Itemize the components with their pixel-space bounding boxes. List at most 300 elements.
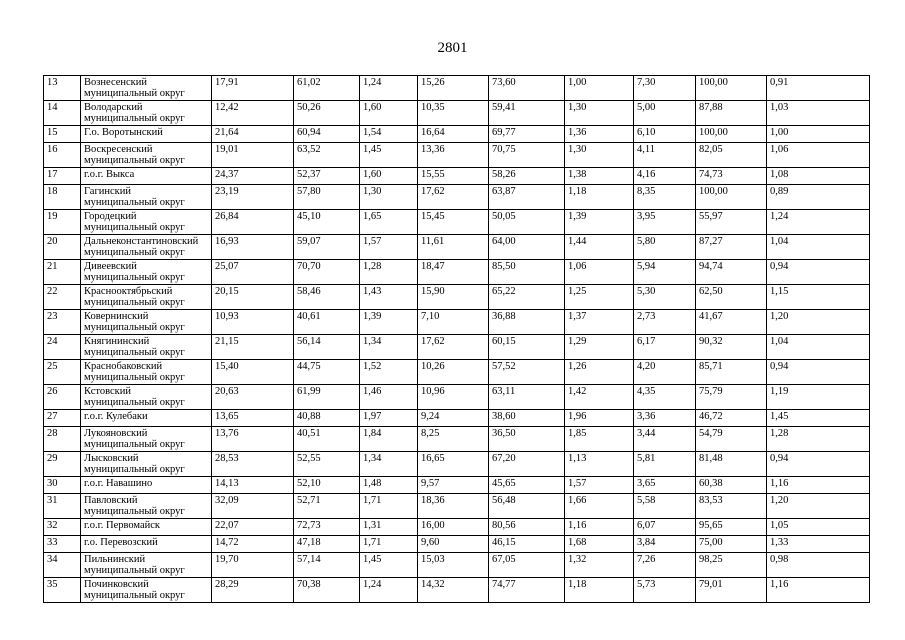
value-cell: 63,87	[489, 185, 565, 210]
value-cell: 50,05	[489, 210, 565, 235]
value-cell: 4,16	[634, 168, 696, 185]
value-cell: 1,44	[565, 235, 634, 260]
value-cell: 1,20	[767, 494, 870, 519]
value-cell: 56,48	[489, 494, 565, 519]
district-name-line: г.о.г. Первомайск	[84, 520, 161, 531]
row-number-cell: 17	[44, 168, 81, 185]
district-name-line: муниципальный округ	[84, 439, 185, 450]
value-cell: 60,15	[489, 335, 565, 360]
row-number-cell: 19	[44, 210, 81, 235]
table-row	[44, 126, 870, 143]
table-row	[44, 285, 870, 310]
district-name-cell	[81, 126, 212, 143]
value-cell: 58,46	[294, 285, 360, 310]
district-name-line: муниципальный округ	[84, 464, 185, 475]
value-cell: 24,37	[212, 168, 294, 185]
value-cell: 1,08	[767, 168, 870, 185]
value-cell: 1,25	[565, 285, 634, 310]
value-cell: 5,94	[634, 260, 696, 285]
value-cell: 46,72	[696, 410, 767, 427]
value-cell: 15,03	[418, 553, 489, 578]
value-cell: 100,00	[696, 126, 767, 143]
value-cell: 7,30	[634, 76, 696, 101]
value-cell: 67,20	[489, 452, 565, 477]
value-cell: 90,32	[696, 335, 767, 360]
district-name-line: Г.о. Воротынский	[84, 127, 163, 138]
district-name-line: муниципальный округ	[84, 347, 185, 358]
value-cell: 16,93	[212, 235, 294, 260]
district-name-line: Воскресенский	[84, 144, 153, 155]
table-row	[44, 477, 870, 494]
row-number-cell: 33	[44, 536, 81, 553]
value-cell: 52,37	[294, 168, 360, 185]
row-number-cell: 13	[44, 76, 81, 101]
district-name-line: муниципальный округ	[84, 197, 185, 208]
value-cell: 5,00	[634, 101, 696, 126]
row-number-cell: 31	[44, 494, 81, 519]
district-name-line: Пильнинский	[84, 554, 146, 565]
table-row	[44, 494, 870, 519]
value-cell: 67,05	[489, 553, 565, 578]
value-cell: 1,39	[565, 210, 634, 235]
row-number-cell: 16	[44, 143, 81, 168]
value-cell: 57,52	[489, 360, 565, 385]
value-cell: 1,13	[565, 452, 634, 477]
district-name-line: муниципальный округ	[84, 88, 185, 99]
district-name-line: муниципальный округ	[84, 506, 185, 517]
value-cell: 1,06	[565, 260, 634, 285]
value-cell: 1,36	[565, 126, 634, 143]
district-name-line: Володарский	[84, 102, 143, 113]
value-cell: 75,00	[696, 536, 767, 553]
value-cell: 1,85	[565, 427, 634, 452]
value-cell: 17,62	[418, 335, 489, 360]
value-cell: 5,30	[634, 285, 696, 310]
value-cell: 1,30	[565, 143, 634, 168]
row-number-cell: 28	[44, 427, 81, 452]
value-cell: 0,98	[767, 553, 870, 578]
value-cell: 0,94	[767, 260, 870, 285]
value-cell: 16,64	[418, 126, 489, 143]
value-cell: 1,28	[767, 427, 870, 452]
value-cell: 1,15	[767, 285, 870, 310]
value-cell: 8,35	[634, 185, 696, 210]
district-name-cell	[81, 143, 212, 168]
district-name-line: г.о. Перевозский	[84, 537, 158, 548]
value-cell: 14,13	[212, 477, 294, 494]
value-cell: 1,65	[360, 210, 418, 235]
value-cell: 40,61	[294, 310, 360, 335]
value-cell: 63,11	[489, 385, 565, 410]
value-cell: 13,36	[418, 143, 489, 168]
district-name-cell	[81, 410, 212, 427]
value-cell: 98,25	[696, 553, 767, 578]
value-cell: 10,93	[212, 310, 294, 335]
value-cell: 1,06	[767, 143, 870, 168]
value-cell: 1,96	[565, 410, 634, 427]
value-cell: 81,48	[696, 452, 767, 477]
value-cell: 1,52	[360, 360, 418, 385]
value-cell: 65,22	[489, 285, 565, 310]
district-name-cell	[81, 185, 212, 210]
value-cell: 0,94	[767, 452, 870, 477]
value-cell: 1,24	[360, 578, 418, 603]
district-name-cell	[81, 427, 212, 452]
value-cell: 100,00	[696, 76, 767, 101]
district-name-line: муниципальный округ	[84, 222, 185, 233]
district-name-line: Дивеевский	[84, 261, 137, 272]
value-cell: 55,97	[696, 210, 767, 235]
district-name-cell	[81, 168, 212, 185]
value-cell: 2,73	[634, 310, 696, 335]
value-cell: 1,26	[565, 360, 634, 385]
table-row	[44, 360, 870, 385]
value-cell: 9,60	[418, 536, 489, 553]
row-number-cell: 32	[44, 519, 81, 536]
row-number-cell: 26	[44, 385, 81, 410]
value-cell: 69,77	[489, 126, 565, 143]
value-cell: 1,04	[767, 335, 870, 360]
value-cell: 82,05	[696, 143, 767, 168]
district-name-cell	[81, 285, 212, 310]
value-cell: 46,15	[489, 536, 565, 553]
value-cell: 17,91	[212, 76, 294, 101]
value-cell: 87,88	[696, 101, 767, 126]
table-row	[44, 168, 870, 185]
district-name-cell	[81, 519, 212, 536]
table-row	[44, 185, 870, 210]
value-cell: 4,35	[634, 385, 696, 410]
value-cell: 100,00	[696, 185, 767, 210]
district-name-line: Кстовский	[84, 386, 131, 397]
value-cell: 72,73	[294, 519, 360, 536]
district-name-line: муниципальный округ	[84, 247, 185, 258]
district-name-cell	[81, 260, 212, 285]
value-cell: 57,80	[294, 185, 360, 210]
value-cell: 15,55	[418, 168, 489, 185]
value-cell: 3,36	[634, 410, 696, 427]
value-cell: 74,73	[696, 168, 767, 185]
row-number-cell: 30	[44, 477, 81, 494]
district-name-cell	[81, 210, 212, 235]
value-cell: 1,16	[767, 477, 870, 494]
value-cell: 11,61	[418, 235, 489, 260]
value-cell: 40,51	[294, 427, 360, 452]
table-row	[44, 235, 870, 260]
district-name-cell	[81, 335, 212, 360]
district-name-line: Краснобаковский	[84, 361, 163, 372]
value-cell: 9,24	[418, 410, 489, 427]
value-cell: 0,94	[767, 360, 870, 385]
value-cell: 10,35	[418, 101, 489, 126]
value-cell: 70,75	[489, 143, 565, 168]
value-cell: 1,16	[565, 519, 634, 536]
value-cell: 45,10	[294, 210, 360, 235]
value-cell: 1,37	[565, 310, 634, 335]
value-cell: 20,63	[212, 385, 294, 410]
value-cell: 1,71	[360, 536, 418, 553]
row-number-cell: 35	[44, 578, 81, 603]
value-cell: 14,32	[418, 578, 489, 603]
table-row	[44, 260, 870, 285]
value-cell: 59,07	[294, 235, 360, 260]
statistics-table	[43, 75, 870, 603]
value-cell: 18,36	[418, 494, 489, 519]
district-name-line: Гагинский	[84, 186, 132, 197]
value-cell: 1,24	[767, 210, 870, 235]
value-cell: 1,32	[565, 553, 634, 578]
value-cell: 1,04	[767, 235, 870, 260]
value-cell: 1,42	[565, 385, 634, 410]
value-cell: 0,89	[767, 185, 870, 210]
district-name-line: муниципальный округ	[84, 113, 185, 124]
district-name-line: Павловский	[84, 495, 138, 506]
value-cell: 8,25	[418, 427, 489, 452]
table-row	[44, 101, 870, 126]
value-cell: 64,00	[489, 235, 565, 260]
district-name-cell	[81, 76, 212, 101]
value-cell: 15,90	[418, 285, 489, 310]
table-row	[44, 335, 870, 360]
value-cell: 56,14	[294, 335, 360, 360]
value-cell: 25,07	[212, 260, 294, 285]
value-cell: 28,29	[212, 578, 294, 603]
value-cell: 14,72	[212, 536, 294, 553]
value-cell: 79,01	[696, 578, 767, 603]
value-cell: 36,88	[489, 310, 565, 335]
district-name-cell	[81, 452, 212, 477]
table-row	[44, 553, 870, 578]
district-name-line: Лукояновский	[84, 428, 148, 439]
value-cell: 1,18	[565, 185, 634, 210]
row-number-cell: 34	[44, 553, 81, 578]
value-cell: 5,80	[634, 235, 696, 260]
page-number: 2801	[437, 40, 468, 56]
value-cell: 10,26	[418, 360, 489, 385]
value-cell: 57,14	[294, 553, 360, 578]
value-cell: 5,81	[634, 452, 696, 477]
district-name-cell	[81, 477, 212, 494]
row-number-cell: 22	[44, 285, 81, 310]
district-name-line: Починковский	[84, 579, 149, 590]
value-cell: 15,45	[418, 210, 489, 235]
value-cell: 5,73	[634, 578, 696, 603]
value-cell: 36,50	[489, 427, 565, 452]
value-cell: 7,26	[634, 553, 696, 578]
table-row	[44, 143, 870, 168]
value-cell: 50,26	[294, 101, 360, 126]
value-cell: 5,58	[634, 494, 696, 519]
row-number-cell: 23	[44, 310, 81, 335]
value-cell: 1,60	[360, 168, 418, 185]
value-cell: 45,65	[489, 477, 565, 494]
value-cell: 28,53	[212, 452, 294, 477]
value-cell: 75,79	[696, 385, 767, 410]
table-row	[44, 519, 870, 536]
district-name-cell	[81, 578, 212, 603]
value-cell: 80,56	[489, 519, 565, 536]
value-cell: 1,18	[565, 578, 634, 603]
value-cell: 61,99	[294, 385, 360, 410]
value-cell: 60,38	[696, 477, 767, 494]
value-cell: 41,67	[696, 310, 767, 335]
value-cell: 70,70	[294, 260, 360, 285]
value-cell: 1,84	[360, 427, 418, 452]
value-cell: 44,75	[294, 360, 360, 385]
value-cell: 40,88	[294, 410, 360, 427]
district-name-line: муниципальный округ	[84, 397, 185, 408]
value-cell: 1,05	[767, 519, 870, 536]
district-name-cell	[81, 553, 212, 578]
value-cell: 1,54	[360, 126, 418, 143]
table-row	[44, 76, 870, 101]
row-number-cell: 24	[44, 335, 81, 360]
value-cell: 1,45	[767, 410, 870, 427]
row-number-cell: 15	[44, 126, 81, 143]
value-cell: 17,62	[418, 185, 489, 210]
district-name-line: г.о.г. Кулебаки	[84, 411, 148, 422]
value-cell: 1,33	[767, 536, 870, 553]
value-cell: 4,11	[634, 143, 696, 168]
district-name-line: Княгининский	[84, 336, 150, 347]
row-number-cell: 25	[44, 360, 81, 385]
district-name-line: Дальнеконстантиновский	[84, 236, 199, 247]
district-name-line: муниципальный округ	[84, 272, 185, 283]
value-cell: 70,38	[294, 578, 360, 603]
district-name-line: Городецкий	[84, 211, 137, 222]
row-number-cell: 29	[44, 452, 81, 477]
value-cell: 0,91	[767, 76, 870, 101]
table-body	[44, 76, 870, 603]
district-name-line: муниципальный округ	[84, 297, 185, 308]
value-cell: 1,34	[360, 452, 418, 477]
value-cell: 1,97	[360, 410, 418, 427]
value-cell: 58,26	[489, 168, 565, 185]
value-cell: 54,79	[696, 427, 767, 452]
value-cell: 1,66	[565, 494, 634, 519]
value-cell: 6,07	[634, 519, 696, 536]
value-cell: 94,74	[696, 260, 767, 285]
district-name-cell	[81, 310, 212, 335]
value-cell: 1,00	[565, 76, 634, 101]
value-cell: 1,39	[360, 310, 418, 335]
row-number-cell: 14	[44, 101, 81, 126]
value-cell: 1,38	[565, 168, 634, 185]
value-cell: 74,77	[489, 578, 565, 603]
value-cell: 6,10	[634, 126, 696, 143]
value-cell: 1,30	[565, 101, 634, 126]
value-cell: 3,95	[634, 210, 696, 235]
district-name-cell	[81, 536, 212, 553]
value-cell: 52,71	[294, 494, 360, 519]
value-cell: 83,53	[696, 494, 767, 519]
value-cell: 52,10	[294, 477, 360, 494]
value-cell: 22,07	[212, 519, 294, 536]
district-name-cell	[81, 235, 212, 260]
value-cell: 3,84	[634, 536, 696, 553]
value-cell: 62,50	[696, 285, 767, 310]
value-cell: 23,19	[212, 185, 294, 210]
value-cell: 63,52	[294, 143, 360, 168]
value-cell: 1,43	[360, 285, 418, 310]
value-cell: 85,50	[489, 260, 565, 285]
value-cell: 19,01	[212, 143, 294, 168]
table-row	[44, 536, 870, 553]
value-cell: 1,20	[767, 310, 870, 335]
value-cell: 1,34	[360, 335, 418, 360]
value-cell: 1,48	[360, 477, 418, 494]
value-cell: 6,17	[634, 335, 696, 360]
value-cell: 1,45	[360, 553, 418, 578]
value-cell: 59,41	[489, 101, 565, 126]
table-row	[44, 452, 870, 477]
value-cell: 18,47	[418, 260, 489, 285]
value-cell: 1,71	[360, 494, 418, 519]
district-name-line: муниципальный округ	[84, 155, 185, 166]
row-number-cell: 18	[44, 185, 81, 210]
value-cell: 10,96	[418, 385, 489, 410]
value-cell: 1,45	[360, 143, 418, 168]
table-row	[44, 385, 870, 410]
value-cell: 13,76	[212, 427, 294, 452]
value-cell: 4,20	[634, 360, 696, 385]
value-cell: 73,60	[489, 76, 565, 101]
district-name-line: муниципальный округ	[84, 372, 185, 383]
value-cell: 1,46	[360, 385, 418, 410]
value-cell: 87,27	[696, 235, 767, 260]
value-cell: 1,16	[767, 578, 870, 603]
table-row	[44, 310, 870, 335]
table-row	[44, 427, 870, 452]
district-name-line: Лысковский	[84, 453, 139, 464]
value-cell: 1,28	[360, 260, 418, 285]
value-cell: 47,18	[294, 536, 360, 553]
district-name-cell	[81, 360, 212, 385]
value-cell: 16,65	[418, 452, 489, 477]
value-cell: 95,65	[696, 519, 767, 536]
value-cell: 1,30	[360, 185, 418, 210]
district-name-cell	[81, 101, 212, 126]
value-cell: 13,65	[212, 410, 294, 427]
value-cell: 21,64	[212, 126, 294, 143]
value-cell: 15,40	[212, 360, 294, 385]
value-cell: 12,42	[212, 101, 294, 126]
value-cell: 9,57	[418, 477, 489, 494]
value-cell: 1,03	[767, 101, 870, 126]
value-cell: 3,65	[634, 477, 696, 494]
row-number-cell: 27	[44, 410, 81, 427]
value-cell: 1,31	[360, 519, 418, 536]
value-cell: 1,24	[360, 76, 418, 101]
value-cell: 21,15	[212, 335, 294, 360]
value-cell: 1,19	[767, 385, 870, 410]
value-cell: 38,60	[489, 410, 565, 427]
value-cell: 26,84	[212, 210, 294, 235]
district-name-line: г.о.г. Навашино	[84, 478, 153, 489]
value-cell: 85,71	[696, 360, 767, 385]
value-cell: 19,70	[212, 553, 294, 578]
table-row	[44, 578, 870, 603]
value-cell: 1,00	[767, 126, 870, 143]
district-name-line: Вознесенский	[84, 77, 148, 88]
row-number-cell: 21	[44, 260, 81, 285]
value-cell: 1,57	[360, 235, 418, 260]
value-cell: 52,55	[294, 452, 360, 477]
district-name-line: муниципальный округ	[84, 322, 185, 333]
value-cell: 15,26	[418, 76, 489, 101]
district-name-cell	[81, 385, 212, 410]
value-cell: 32,09	[212, 494, 294, 519]
